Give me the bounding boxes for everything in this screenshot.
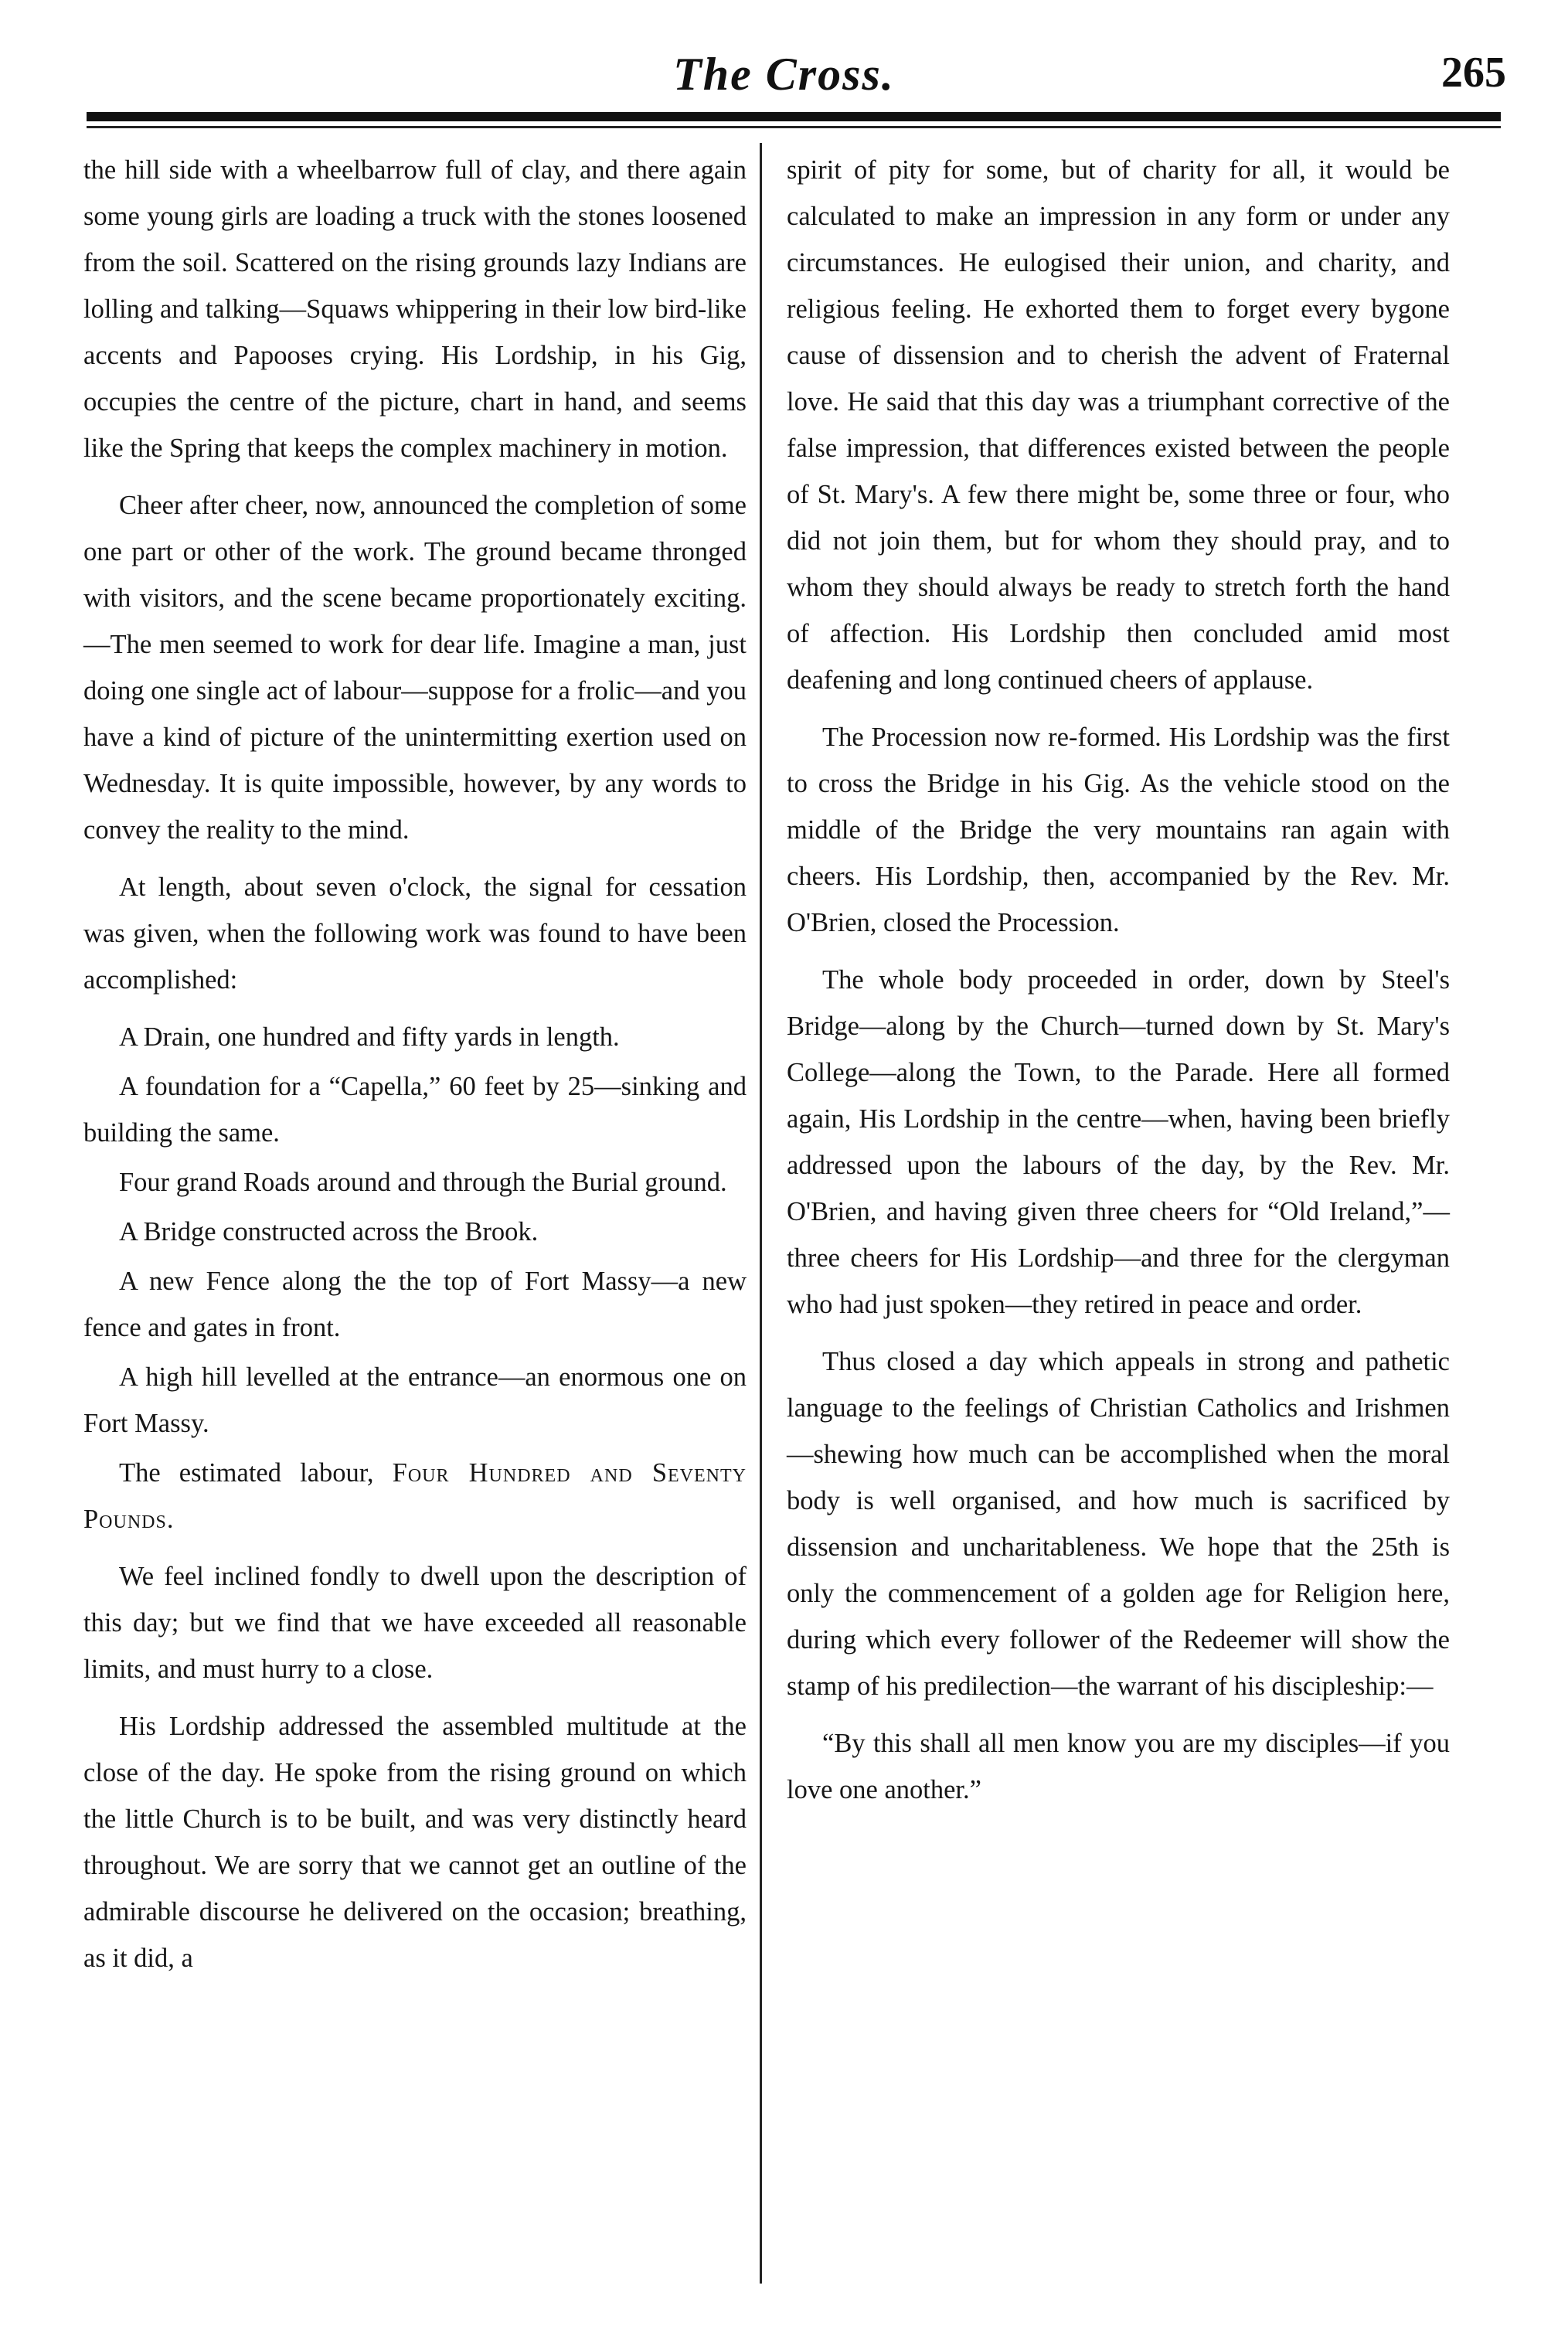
column-divider <box>760 143 762 2284</box>
work-list-item-drain: A Drain, one hundred and fifty yards in length. <box>119 1022 620 1052</box>
estimated-labour-label: The estimated labour, <box>119 1458 374 1488</box>
left-column <box>83 147 747 1992</box>
right-paragraph-4: Thus closed a day which appeals in strong and pathetic language to the feelings of Christian Catholics and Irishmen—shewing how much can be accomplished when the moral body is well organised, and how much is sacrificed by dissension and uncharitableness. We hope that the 25th is only the commencement of a golden age for Religion here, during which every follower of the Redeemer will show the stamp of his predilection—the warrant of his discipleship:— <box>787 1347 1450 1701</box>
page-title: The Cross. <box>673 49 895 100</box>
right-column <box>787 147 1450 1824</box>
work-list-item-bridge: A Bridge constructed across the Brook. <box>119 1217 539 1246</box>
left-paragraph-4: We feel inclined fondly to dwell upon the description of this day; but we find that we have exceeded all reasonable limits, and must hurry to a close. <box>83 1562 747 1684</box>
left-paragraph-3: At length, about seven o'clock, the signal for cessation was given, when the following work was found to have been accomplished: <box>83 872 747 995</box>
right-paragraph-1: spirit of pity for some, but of charity for all, it would be calculated to make an impression in any form or under any circumstances. He eulogised their union, and charity, and religious feeling. He exhorted them to forget every bygone cause of dissension and to cherish the advent of Fraternal love. He said that this day was a triumphant corrective of the false impression, that differences existed between the people of St. Mary's. A few there might be, some three or four, who did not join them, but for whom they should pray, and to whom they should always be ready to stretch forth the hand of affection. His Lordship then concluded amid most deafening and long continued cheers of applause. <box>787 155 1450 695</box>
page-number: 265 <box>1441 49 1506 97</box>
work-list-item-foundation: A foundation for a “Capella,” 60 feet by 25—sinking and building the same. <box>83 1072 747 1148</box>
work-list-item-fence: A new Fence along the the top of Fort Massy—a new fence and gates in front. <box>83 1267 747 1342</box>
right-paragraph-3: The whole body proceeded in order, down by Steel's Bridge—along by the Church—turned down by St. Mary's College—along the Town, to the Parade. Here all formed again, His Lordship in the centre—when, having been briefly addressed upon the labours of the day, by the Rev. Mr. O'Brien, and having given three cheers for “Old Ireland,”—three cheers for His Lordship—and three for the clergyman who had just spoken—they retired in peace and order. <box>787 965 1450 1319</box>
work-list-item-hill: A high hill levelled at the entrance—an enormous one on Fort Massy. <box>83 1362 747 1438</box>
header-rule-thick <box>87 112 1501 121</box>
work-list-item-roads: Four grand Roads around and through the Burial ground. <box>119 1168 727 1197</box>
header-rule-thin <box>87 126 1501 128</box>
left-paragraph-2: Cheer after cheer, now, announced the completion of some one part or other of the work. The ground became thronged with visitors, and the scene became proportionately exciting.—The men seemed to work for dear life. Imagine a man, just doing one single act of labour—suppose for a frolic—and you have a kind of picture of the unintermitting exertion used on Wednesday. It is quite impossible, however, by any words to convey the reality to the mind. <box>83 491 747 845</box>
estimated-labour <box>83 1450 747 1542</box>
left-paragraph-1: the hill side with a wheelbarrow full of clay, and there again some young girls are loading a truck with the stones loosened from the soil. Scattered on the rising grounds lazy Indians are lolling and talking—Squaws whippering in their low bird-like accents and Papooses crying. His Lordship, in his Gig, occupies the centre of the picture, chart in hand, and seems like the Spring that keeps the complex machinery in motion. <box>83 155 747 463</box>
left-paragraph-5: His Lordship addressed the assembled multitude at the close of the day. He spoke from the rising ground on which the little Church is to be built, and was very distinctly heard throughout. We are sorry that we cannot get an outline of the admirable discourse he delivered on the occasion; breathing, as it did, a <box>83 1712 747 1973</box>
estimated-labour-amount: Four Hundred and Seventy Pounds. <box>83 1458 747 1534</box>
scripture-quote: “By this shall all men know you are my disciples—if you love one another.” <box>787 1729 1450 1804</box>
right-paragraph-2: The Procession now re-formed. His Lordship was the first to cross the Bridge in his Gig. As the vehicle stood on the middle of the Bridge the very mountains ran again with cheers. His Lordship, then, accompanied by the Rev. Mr. O'Brien, closed the Procession. <box>787 723 1450 937</box>
